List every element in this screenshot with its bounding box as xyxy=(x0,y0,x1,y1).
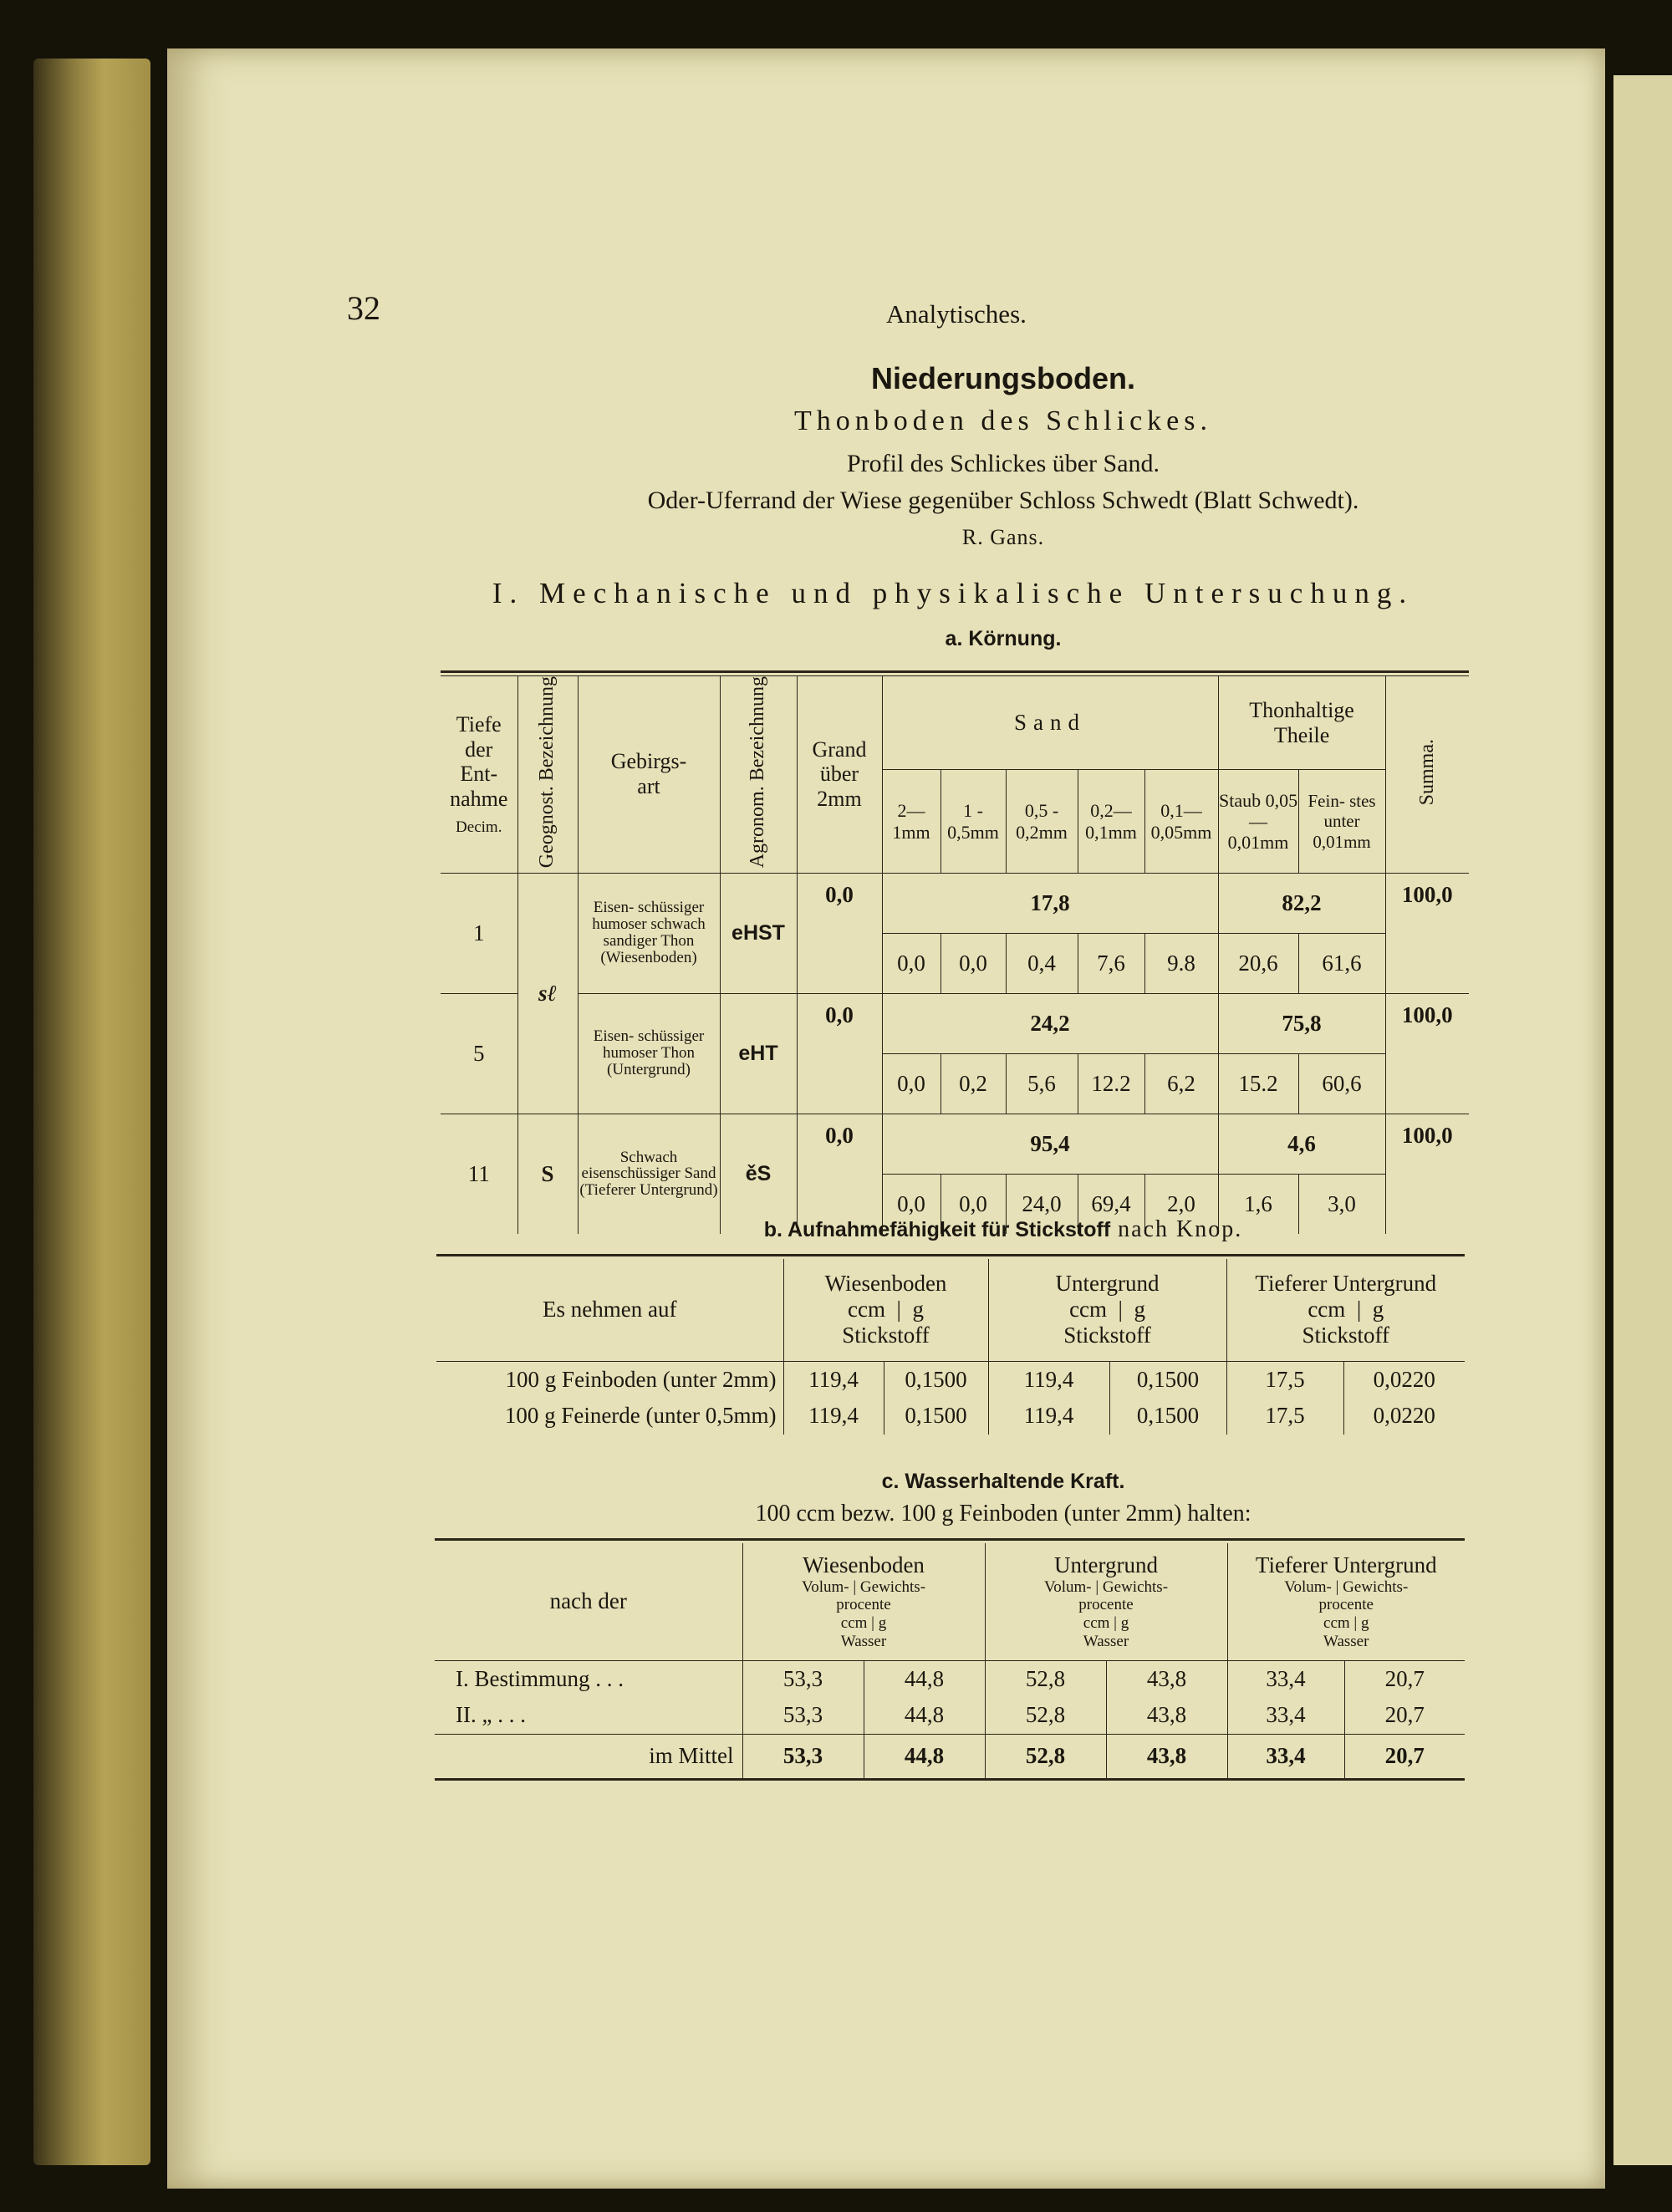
row1-staub: 20,6 xyxy=(1218,933,1298,993)
header-gebirgsart: Gebirgs- art xyxy=(578,676,720,874)
table-b-row1-v4: 0,1500 xyxy=(1109,1361,1226,1398)
table-c-mean-v6: 20,7 xyxy=(1344,1734,1465,1779)
book-spine xyxy=(33,59,150,2165)
table-c-subtitle: 100 ccm bezw. 100 g Feinboden (unter 2mm) halten: xyxy=(755,1501,1251,1526)
row1-sand-1: 0,0 xyxy=(882,933,940,993)
facing-page-edge xyxy=(1613,75,1672,2165)
table-a xyxy=(441,675,1469,1234)
table-c-row1-v3: 52,8 xyxy=(985,1660,1106,1697)
row2-sand-1: 0,0 xyxy=(882,1053,940,1114)
table-b-row2-v1: 119,4 xyxy=(783,1398,884,1435)
table-c-mean-v3: 52,8 xyxy=(985,1734,1106,1779)
table-c-group-untergrund: Untergrund Volum- | Gewichts- procente ccm | g Wasser xyxy=(985,1543,1227,1660)
row1-fein: 61,6 xyxy=(1298,933,1385,993)
author: R. Gans. xyxy=(961,525,1045,549)
row1-sand-total: 17,8 xyxy=(882,873,1218,933)
table-c-row2-v2: 44,8 xyxy=(864,1697,985,1734)
row1-sand-2: 0,0 xyxy=(940,933,1006,993)
row3-summa: 100,0 xyxy=(1385,1114,1469,1234)
header-sand-1-05: 1 - 0,5mm xyxy=(940,770,1006,873)
table-b-row2-v5: 17,5 xyxy=(1226,1398,1343,1435)
row3-staub: 1,6 xyxy=(1218,1174,1298,1234)
row2-sand-4: 12.2 xyxy=(1078,1053,1144,1114)
row3-sand-total: 95,4 xyxy=(882,1114,1218,1174)
table-c-row1-v2: 44,8 xyxy=(864,1660,985,1697)
header-agronom: Agronom. Bezeichnung xyxy=(720,676,797,874)
table-c-row2-v6: 20,7 xyxy=(1344,1697,1465,1734)
running-head: Analytisches. xyxy=(886,299,1027,329)
table-b-group-wiesenboden: Wiesenboden ccm | g Stickstoff xyxy=(783,1259,988,1361)
page-number: 32 xyxy=(347,289,380,327)
header-sand-01-005: 0,1— 0,05mm xyxy=(1144,770,1218,873)
subtitle: Thonboden des Schlickes. xyxy=(794,405,1212,436)
table-b-row2-label: 100 g Feinerde (unter 0,5mm) xyxy=(436,1398,783,1435)
table-b-row2-v2: 0,1500 xyxy=(884,1398,988,1435)
header-staub: Staub 0,05— 0,01mm xyxy=(1218,770,1298,873)
profile-line: Profil des Schlickes über Sand. xyxy=(846,450,1160,477)
row2-grand: 0,0 xyxy=(797,993,882,1114)
header-sand-05-02: 0,5 - 0,2mm xyxy=(1006,770,1078,873)
header-feinstes: Fein- stes unter 0,01mm xyxy=(1298,770,1385,873)
table-c-row1-label: I. Bestimmung . . . xyxy=(435,1660,742,1697)
row1-summa: 100,0 xyxy=(1385,873,1469,993)
row3-geognost: S xyxy=(517,1114,578,1234)
table-b-row1-label: 100 g Feinboden (unter 2mm) xyxy=(436,1361,783,1398)
row1-agronom: eHST xyxy=(720,873,797,993)
table-c-mean-v5: 33,4 xyxy=(1227,1734,1344,1779)
header-sand-02-01: 0,2— 0,1mm xyxy=(1078,770,1144,873)
location-line: Oder-Uferrand der Wiese gegenüber Schloss Schwedt (Blatt Schwedt). xyxy=(647,487,1359,514)
table-c-title: c. Wasserhaltende Kraft. xyxy=(881,1470,1125,1493)
row3-thon-total: 4,6 xyxy=(1218,1114,1385,1174)
table-c xyxy=(435,1543,1465,1781)
table-c-mean-v1: 53,3 xyxy=(742,1734,864,1779)
row2-sand-3: 5,6 xyxy=(1006,1053,1078,1114)
header-sand-2-1: 2— 1mm xyxy=(882,770,940,873)
table-c-top-rule xyxy=(435,1538,1465,1541)
row3-sand-4: 69,4 xyxy=(1078,1174,1144,1234)
row1-thon-total: 82,2 xyxy=(1218,873,1385,933)
table-a-top-rule xyxy=(441,670,1469,673)
row2-gebirgsart: Eisen- schüssiger humoser Thon (Untergrund) xyxy=(578,993,720,1114)
section-heading: I. Mechanische und physikalische Untersuchung. xyxy=(492,577,1415,609)
table-a-title: a. Körnung. xyxy=(945,627,1062,650)
row2-tiefe: 5 xyxy=(441,993,517,1114)
table-c-mean-v2: 44,8 xyxy=(864,1734,985,1779)
row2-sand-5: 6,2 xyxy=(1144,1053,1218,1114)
table-c-mean-v4: 43,8 xyxy=(1106,1734,1227,1779)
row3-fein: 3,0 xyxy=(1298,1174,1385,1234)
table-b-top-rule xyxy=(436,1254,1465,1256)
row1-sand-3: 0,4 xyxy=(1006,933,1078,993)
table-c-row1-v5: 33,4 xyxy=(1227,1660,1344,1697)
row2-agronom: eHT xyxy=(720,993,797,1114)
title: Niederungsboden. xyxy=(870,361,1136,395)
table-c-group-wiesenboden: Wiesenboden Volum- | Gewichts- procente ccm | g Wasser xyxy=(742,1543,985,1660)
table-b-row1-v1: 119,4 xyxy=(783,1361,884,1398)
table-c-row2-v5: 33,4 xyxy=(1227,1697,1344,1734)
table-b-label-header: Es nehmen auf xyxy=(436,1259,783,1361)
table-c-row2-v3: 52,8 xyxy=(985,1697,1106,1734)
table-c-row2-v1: 53,3 xyxy=(742,1697,864,1734)
row3-grand: 0,0 xyxy=(797,1114,882,1234)
table-c-row1-v6: 20,7 xyxy=(1344,1660,1465,1697)
row3-sand-1: 0,0 xyxy=(882,1174,940,1234)
table-b-row1-v6: 0,0220 xyxy=(1343,1361,1465,1398)
table-c-mean-label: im Mittel xyxy=(435,1734,742,1779)
row3-sand-2: 0,0 xyxy=(940,1174,1006,1234)
table-b-row2-v3: 119,4 xyxy=(988,1398,1109,1435)
row2-fein: 60,6 xyxy=(1298,1053,1385,1114)
table-b xyxy=(436,1259,1465,1435)
table-c-row2-label: II. „ . . . xyxy=(435,1697,742,1734)
table-b-row1-v3: 119,4 xyxy=(988,1361,1109,1398)
row2-thon-total: 75,8 xyxy=(1218,993,1385,1053)
row1-sand-5: 9.8 xyxy=(1144,933,1218,993)
header-geognost: Geognost. Bezeichnung xyxy=(517,676,578,874)
row1-sand-4: 7,6 xyxy=(1078,933,1144,993)
row2-sand-2: 0,2 xyxy=(940,1053,1006,1114)
table-c-group-tieferer: Tieferer Untergrund Volum- | Gewichts- procente ccm | g Wasser xyxy=(1227,1543,1465,1660)
row3-gebirgsart: Schwach eisenschüssiger Sand (Tieferer Untergrund) xyxy=(578,1114,720,1234)
table-c-row1-v4: 43,8 xyxy=(1106,1660,1227,1697)
header-thon: Thonhaltige Theile xyxy=(1218,676,1385,770)
row3-agronom: ěS xyxy=(720,1114,797,1234)
header-summa: Summa. xyxy=(1385,676,1469,874)
header-grand: Grand über 2mm xyxy=(797,676,882,874)
table-b-group-untergrund: Untergrund ccm | g Stickstoff xyxy=(988,1259,1226,1361)
row1-gebirgsart: Eisen- schüssiger humoser schwach sandiger Thon (Wiesenboden) xyxy=(578,873,720,993)
header-sand: Sand xyxy=(882,676,1218,770)
row2-staub: 15.2 xyxy=(1218,1053,1298,1114)
row3-sand-3: 24,0 xyxy=(1006,1174,1078,1234)
table-b-title: b. Aufnahmefähigkeit für Stickstoff nach Knop. xyxy=(763,1216,1243,1242)
table-c-label-header: nach der xyxy=(435,1543,742,1660)
table-c-row1-v1: 53,3 xyxy=(742,1660,864,1697)
table-b-row2-v4: 0,1500 xyxy=(1109,1398,1226,1435)
row2-summa: 100,0 xyxy=(1385,993,1469,1114)
header-tiefe: Tiefe der Ent- nahme Decim. xyxy=(441,676,517,874)
table-b-row2-v6: 0,0220 xyxy=(1343,1398,1465,1435)
row1-2-geognost: sℓ xyxy=(517,873,578,1114)
row3-tiefe: 11 xyxy=(441,1114,517,1234)
row2-sand-total: 24,2 xyxy=(882,993,1218,1053)
row3-sand-5: 2,0 xyxy=(1144,1174,1218,1234)
table-b-row1-v5: 17,5 xyxy=(1226,1361,1343,1398)
row1-tiefe: 1 xyxy=(441,873,517,993)
table-b-group-tieferer: Tieferer Untergrund ccm | g Stickstoff xyxy=(1226,1259,1465,1361)
table-b-row1-v2: 0,1500 xyxy=(884,1361,988,1398)
table-c-row2-v4: 43,8 xyxy=(1106,1697,1227,1734)
row1-grand: 0,0 xyxy=(797,873,882,993)
